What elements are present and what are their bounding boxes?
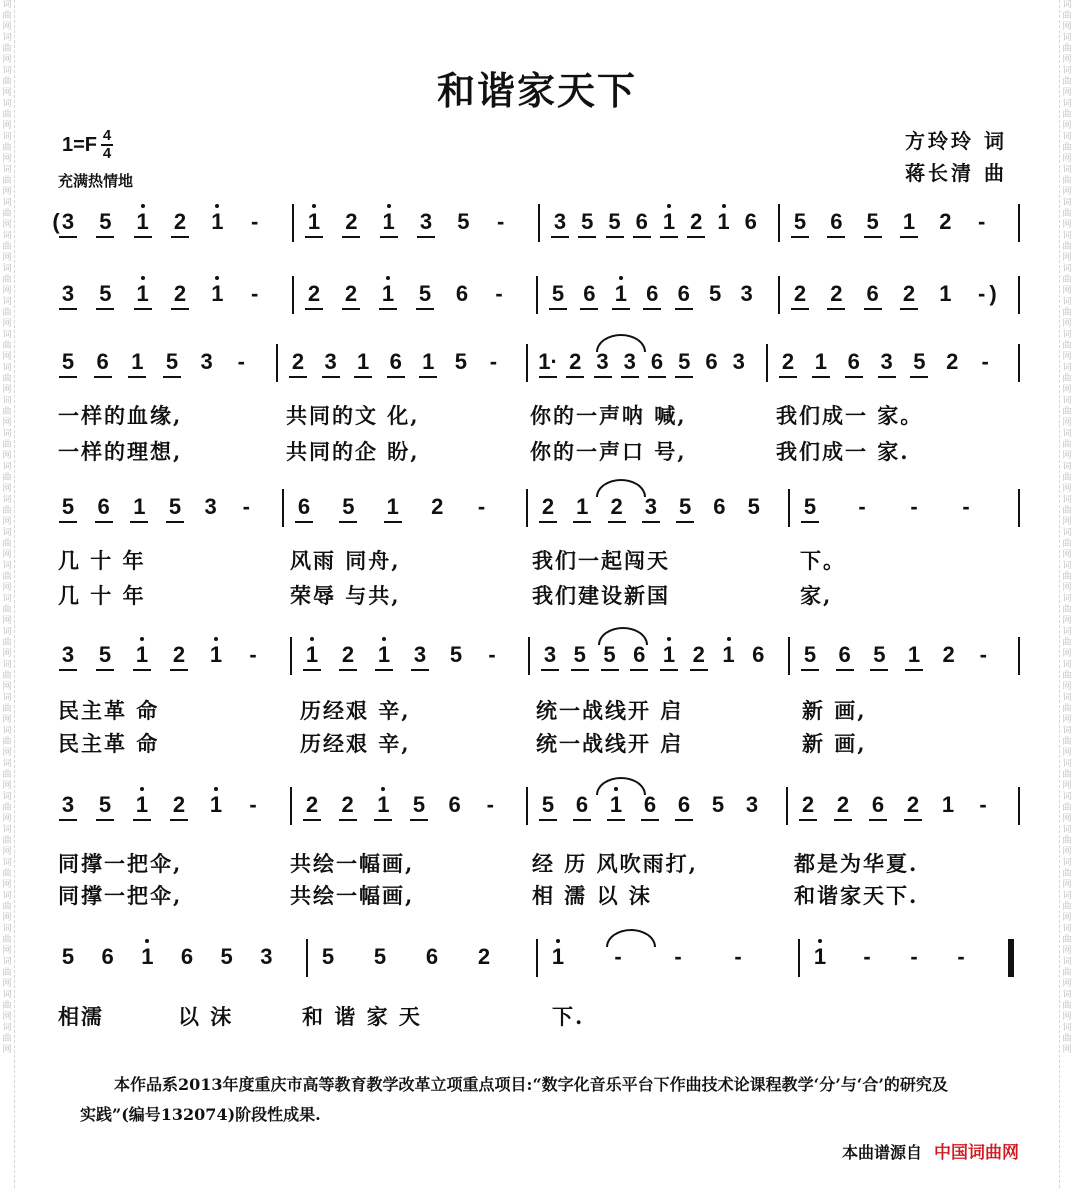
note: 5 xyxy=(548,282,568,306)
note: 1 xyxy=(206,793,226,817)
lyric-phrase: 共绘一幅画, xyxy=(290,851,415,876)
note: 2 xyxy=(798,793,818,817)
slur xyxy=(596,334,646,352)
lyric-line xyxy=(58,880,1026,908)
tempo-marking: 充满热情地 xyxy=(58,172,134,190)
note: 6 xyxy=(579,282,599,306)
barline xyxy=(290,637,292,675)
note: 5 xyxy=(162,350,182,374)
note: 6 xyxy=(826,210,846,234)
note-dash: - xyxy=(858,494,866,519)
note: 1 xyxy=(383,495,403,519)
note: 5 xyxy=(449,642,463,667)
meter-top: 4 xyxy=(102,127,112,144)
barline xyxy=(778,276,780,314)
note: 1 xyxy=(379,210,399,234)
lyric-line xyxy=(58,400,1026,428)
note: 5 xyxy=(570,643,590,667)
barline xyxy=(766,344,768,382)
note-dash: - xyxy=(496,209,505,234)
note: 3 xyxy=(620,350,640,374)
note-dash: - xyxy=(477,494,486,519)
note: 6 xyxy=(674,793,694,817)
barline xyxy=(1018,637,1020,675)
lyric-phrase: 我们建设新国 xyxy=(532,583,670,608)
octave-dot xyxy=(215,204,219,208)
note: 2 xyxy=(169,793,189,817)
note: 6 xyxy=(94,495,114,519)
note: 6 xyxy=(101,944,114,969)
note: 5 xyxy=(321,944,335,969)
lyric-phrase: 下. xyxy=(552,1004,585,1029)
barline xyxy=(276,344,278,382)
source-site: 中国词曲网 xyxy=(934,1143,1020,1163)
lyric-phrase: 你的一声呐 喊, xyxy=(530,403,687,428)
lyric-phrase: 家, xyxy=(800,583,833,608)
note: 5 xyxy=(95,793,115,817)
note: 5 xyxy=(674,350,694,374)
note: 5 xyxy=(373,944,387,969)
note-dash: - xyxy=(250,281,259,306)
note-dash: - xyxy=(962,494,970,519)
lyric-phrase: 历经艰 辛, xyxy=(300,731,411,756)
note: 2 xyxy=(686,210,706,234)
note: 3 xyxy=(550,210,570,234)
lyric-phrase: 新 画, xyxy=(802,698,867,723)
note: 3 xyxy=(740,281,753,306)
note: 6 xyxy=(868,793,888,817)
note: 1 xyxy=(374,643,394,667)
lyric-phrase: 都是为华夏. xyxy=(794,851,919,876)
lyric-line xyxy=(58,580,1026,608)
barline xyxy=(292,276,294,314)
note: 2 xyxy=(338,643,358,667)
note-dash: - xyxy=(495,281,503,306)
key-signature xyxy=(62,128,113,162)
lyric-line xyxy=(58,436,1026,464)
note: 6 xyxy=(386,350,406,374)
barline xyxy=(788,489,790,527)
note: 1 xyxy=(302,643,322,667)
lyric-phrase: 风雨 同舟, xyxy=(290,548,401,573)
note: 3 xyxy=(321,350,341,374)
octave-dot xyxy=(619,276,623,280)
lyric-line xyxy=(58,728,1026,756)
note: 3 xyxy=(58,793,78,817)
note: 2 xyxy=(170,210,190,234)
note: 6 xyxy=(448,792,461,817)
note: 1 xyxy=(206,643,226,667)
barline xyxy=(788,637,790,675)
note: 5 xyxy=(709,281,722,306)
note: 1· xyxy=(538,349,558,374)
note: 1 xyxy=(659,643,679,667)
lyric-phrase: 统一战线开 启 xyxy=(536,698,684,723)
watermark-left: 词曲网词曲网词曲网词曲网词曲网词曲网词曲网词曲网词曲网词曲网词曲网词曲网词曲网词曲网词曲网词曲网词曲网词曲网词曲网词曲网词曲网词曲网词曲网词曲网词曲网词曲网词曲网词曲网词曲网词曲网词曲网词曲网 xyxy=(0,0,15,1188)
lyric-phrase: 一样的理想, xyxy=(58,439,183,464)
note: 1 xyxy=(572,495,592,519)
note: 2 xyxy=(341,210,361,234)
lyric-phrase: 新 画, xyxy=(802,731,867,756)
note: 6 xyxy=(705,349,718,374)
barline xyxy=(536,276,538,314)
note: 1 xyxy=(207,210,227,234)
barline xyxy=(526,344,528,382)
lyric-phrase: 统一战线开 启 xyxy=(536,731,684,756)
note: 3 xyxy=(58,210,78,234)
note: 1 xyxy=(378,282,398,306)
note-dash: - xyxy=(488,642,496,667)
slur xyxy=(598,627,648,645)
note: 3 xyxy=(641,495,661,519)
octave-dot xyxy=(141,276,145,280)
note: 2 xyxy=(899,282,919,306)
note: 1 xyxy=(904,643,924,667)
lyric-phrase: 相 濡 以 沫 xyxy=(532,883,652,908)
note: 2 xyxy=(790,282,810,306)
note-dash: - xyxy=(910,494,918,519)
note: 6 xyxy=(572,793,592,817)
score-line xyxy=(58,935,1026,983)
note: 6 xyxy=(455,281,469,306)
note: 2 xyxy=(903,793,923,817)
note: 2 xyxy=(778,350,798,374)
barline xyxy=(1018,276,1020,314)
octave-dot xyxy=(140,637,144,641)
note: 1 xyxy=(373,793,393,817)
lyric-phrase: 民主革 命 xyxy=(58,731,160,756)
note: 5 xyxy=(800,495,820,519)
score-line xyxy=(58,485,1026,533)
note: 1 xyxy=(606,793,626,817)
note: 1 xyxy=(719,643,739,667)
time-signature xyxy=(101,128,113,162)
note: 2 xyxy=(939,209,952,234)
score-line xyxy=(58,783,1026,831)
note: 2 xyxy=(477,944,491,969)
lyric-phrase: 和谐家天下. xyxy=(794,883,919,908)
score-line xyxy=(58,340,1026,388)
barline xyxy=(1018,489,1020,527)
note-dash: - xyxy=(977,281,986,306)
note: 1 xyxy=(353,350,373,374)
lyric-phrase: 你的一声口 号, xyxy=(530,439,687,464)
slur xyxy=(596,479,646,497)
octave-dot xyxy=(667,204,671,208)
note: 1 xyxy=(137,945,157,969)
lyric-phrase: 我们一起闯天 xyxy=(532,548,670,573)
note: 1 xyxy=(132,793,152,817)
note: 3 xyxy=(204,494,217,519)
note: 1 xyxy=(129,495,149,519)
octave-dot xyxy=(386,276,390,280)
note: 1 xyxy=(714,210,734,234)
note: 3 xyxy=(200,349,213,374)
footnote: 本作品系2013年度重庆市高等教育教学改革立项重点项目:“数字化音乐平台下作曲技术论课程教学‘分’与‘合’的研究及实践”(编号132074)阶段性成果. xyxy=(80,1075,948,1124)
note: 1 xyxy=(418,350,438,374)
note: 1 xyxy=(899,210,919,234)
lyric-phrase: 共同的企 盼, xyxy=(286,439,420,464)
lyric-line xyxy=(58,848,1026,876)
note: 6 xyxy=(674,282,694,306)
octave-dot xyxy=(145,939,149,943)
lyric-phrase: 几 十 年 xyxy=(58,583,146,608)
note-dash: - xyxy=(734,944,742,969)
note: 5 xyxy=(95,282,115,306)
barline xyxy=(778,204,780,242)
octave-dot xyxy=(215,276,219,280)
note: 2 xyxy=(826,282,846,306)
octave-dot xyxy=(381,787,385,791)
note: 5 xyxy=(747,494,760,519)
note-dash: - xyxy=(977,209,986,234)
slur xyxy=(606,929,656,947)
note: 5 xyxy=(165,495,185,519)
barline xyxy=(282,489,284,527)
octave-dot xyxy=(310,637,314,641)
note: 5 xyxy=(61,944,75,969)
note: 2 xyxy=(170,282,190,306)
note: 6 xyxy=(629,643,649,667)
composer-credit: 蒋长清 曲 xyxy=(905,161,1007,185)
note: 3 xyxy=(410,643,430,667)
octave-dot xyxy=(727,637,731,641)
note: 3 xyxy=(58,643,78,667)
score-line xyxy=(58,272,1026,320)
octave-dot xyxy=(214,787,218,791)
lyric-line xyxy=(58,695,1026,723)
note: 6 xyxy=(713,494,726,519)
note: 1 xyxy=(939,281,952,306)
note-dash: - xyxy=(910,944,918,969)
source-credit xyxy=(842,1138,1019,1163)
note: 1 xyxy=(941,792,955,817)
watermark-right: 词曲网词曲网词曲网词曲网词曲网词曲网词曲网词曲网词曲网词曲网词曲网词曲网词曲网词曲网词曲网词曲网词曲网词曲网词曲网词曲网词曲网词曲网词曲网词曲网词曲网词曲网词曲网词曲网词曲网词曲网词曲网词曲网 xyxy=(1059,0,1074,1188)
octave-dot xyxy=(141,204,145,208)
note-dash: - xyxy=(237,349,245,374)
note: 5 xyxy=(58,350,78,374)
note: 5 xyxy=(909,350,929,374)
note: 6 xyxy=(752,642,765,667)
note: 5 xyxy=(869,643,889,667)
note: 5 xyxy=(95,643,115,667)
note: 5 xyxy=(577,210,597,234)
lyric-phrase: 共绘一幅画, xyxy=(290,883,415,908)
note-dash: - xyxy=(957,944,965,969)
note: 2 xyxy=(169,643,189,667)
note-dash: - xyxy=(249,792,257,817)
note: 6 xyxy=(647,350,667,374)
lyric-phrase: 同撑一把伞, xyxy=(58,883,183,908)
octave-dot xyxy=(312,204,316,208)
note: 1 xyxy=(127,350,147,374)
note: 6 xyxy=(294,495,314,519)
note-dash: - xyxy=(981,349,989,374)
note: 3 xyxy=(416,210,436,234)
meter-bottom: 4 xyxy=(102,145,112,162)
barline xyxy=(786,787,788,825)
note: 3 xyxy=(732,349,745,374)
note: 3 xyxy=(58,282,78,306)
score-line xyxy=(58,633,1026,681)
octave-dot xyxy=(387,204,391,208)
note: 6 xyxy=(744,209,757,234)
note: 5 xyxy=(338,495,358,519)
barline xyxy=(1018,344,1020,382)
octave-dot xyxy=(140,787,144,791)
barline xyxy=(526,489,528,527)
barline xyxy=(1008,939,1014,977)
note: 6 xyxy=(180,944,194,969)
barline xyxy=(536,939,538,977)
note: 6 xyxy=(844,350,864,374)
octave-dot xyxy=(214,637,218,641)
note: 6 xyxy=(425,944,439,969)
note: 2 xyxy=(942,642,955,667)
octave-dot xyxy=(667,637,671,641)
note: 1 xyxy=(811,350,831,374)
lyric-phrase: 历经艰 辛, xyxy=(300,698,411,723)
note: 1 xyxy=(659,210,679,234)
note: 3 xyxy=(260,944,273,969)
lyric-phrase: 一样的血缘, xyxy=(58,403,183,428)
note: 2 xyxy=(431,494,444,519)
note: 1 xyxy=(548,945,568,969)
note: 5 xyxy=(220,944,233,969)
lyric-phrase: 我们成一 家. xyxy=(776,439,910,464)
note-dash: - xyxy=(250,209,259,234)
barline xyxy=(290,787,292,825)
note: 2 xyxy=(607,495,627,519)
lyric-phrase: 以 沫 xyxy=(178,1004,234,1029)
barline xyxy=(1018,787,1020,825)
barline xyxy=(538,204,540,242)
note: 5 xyxy=(711,792,725,817)
page-title: 和谐家天下 xyxy=(436,68,637,113)
note: 5 xyxy=(58,495,78,519)
note: 1 xyxy=(611,282,631,306)
note-dash: - xyxy=(863,944,871,969)
octave-dot xyxy=(722,204,726,208)
note: 3 xyxy=(593,350,613,374)
slur xyxy=(596,777,646,795)
note-dash: - xyxy=(489,349,498,374)
note: 6 xyxy=(642,282,662,306)
note: 6 xyxy=(640,793,660,817)
note: 6 xyxy=(93,350,113,374)
lyric-phrase: 相濡 xyxy=(58,1004,104,1029)
note-dash: - xyxy=(979,792,987,817)
note: 2 xyxy=(304,282,324,306)
note: 5 xyxy=(95,210,115,234)
note: 1 xyxy=(304,210,324,234)
note: 5 xyxy=(415,282,435,306)
note: 1 xyxy=(133,210,153,234)
bracket-close: ) xyxy=(989,281,997,306)
barline xyxy=(1018,204,1020,242)
lyric-phrase: 同撑一把伞, xyxy=(58,851,183,876)
note: 6 xyxy=(632,210,652,234)
lyric-phrase: 下。 xyxy=(800,548,846,573)
lyric-phrase: 几 十 年 xyxy=(58,548,146,573)
lyric-phrase: 和 谐 家 天 xyxy=(302,1004,422,1029)
note: 2 xyxy=(288,350,308,374)
note: 5 xyxy=(457,209,470,234)
note: 1 xyxy=(132,643,152,667)
note: 2 xyxy=(565,350,585,374)
note: 3 xyxy=(877,350,897,374)
lyric-phrase: 荣辱 与共, xyxy=(290,583,401,608)
bracket-open: ( xyxy=(52,209,60,234)
note: 1 xyxy=(207,282,227,306)
octave-dot xyxy=(382,637,386,641)
note: 5 xyxy=(675,495,695,519)
note: 5 xyxy=(863,210,883,234)
note: 5 xyxy=(790,210,810,234)
lyric-phrase: 我们成一 家。 xyxy=(776,403,924,428)
lyric-phrase: 民主革 命 xyxy=(58,698,160,723)
barline xyxy=(292,204,294,242)
note: 2 xyxy=(341,282,361,306)
octave-dot xyxy=(556,939,560,943)
barline xyxy=(306,939,308,977)
barline xyxy=(526,787,528,825)
key-label: 1=F xyxy=(62,133,98,156)
note: 5 xyxy=(605,210,625,234)
note: 6 xyxy=(863,282,883,306)
barline xyxy=(528,637,530,675)
note: 2 xyxy=(538,495,558,519)
note: 5 xyxy=(409,793,429,817)
lyric-phrase: 共同的文 化, xyxy=(286,403,420,428)
note-dash: - xyxy=(614,944,622,969)
barline xyxy=(798,939,800,977)
octave-dot xyxy=(818,939,822,943)
note: 5 xyxy=(538,793,558,817)
score-line xyxy=(52,200,1026,248)
note: 2 xyxy=(946,349,959,374)
lyricist-credit: 方玲玲 词 xyxy=(905,129,1007,153)
note: 2 xyxy=(338,793,358,817)
note-dash: - xyxy=(486,792,494,817)
source-label: 本曲谱源自 xyxy=(842,1143,923,1162)
note: 1 xyxy=(133,282,153,306)
note: 5 xyxy=(600,643,620,667)
note: 3 xyxy=(540,643,560,667)
note: 2 xyxy=(302,793,322,817)
lyric-line xyxy=(58,545,1026,573)
note: 3 xyxy=(745,792,759,817)
note-dash: - xyxy=(242,494,250,519)
note: 2 xyxy=(689,643,709,667)
note: 2 xyxy=(833,793,853,817)
note-dash: - xyxy=(979,642,987,667)
note: 5 xyxy=(800,643,820,667)
lyric-line xyxy=(58,1001,1026,1029)
note-dash: - xyxy=(674,944,682,969)
lyric-phrase: 经 历 风吹雨打, xyxy=(532,851,698,876)
note: 5 xyxy=(454,349,467,374)
note-dash: - xyxy=(249,642,257,667)
note: 6 xyxy=(835,643,855,667)
note: 1 xyxy=(810,945,830,969)
